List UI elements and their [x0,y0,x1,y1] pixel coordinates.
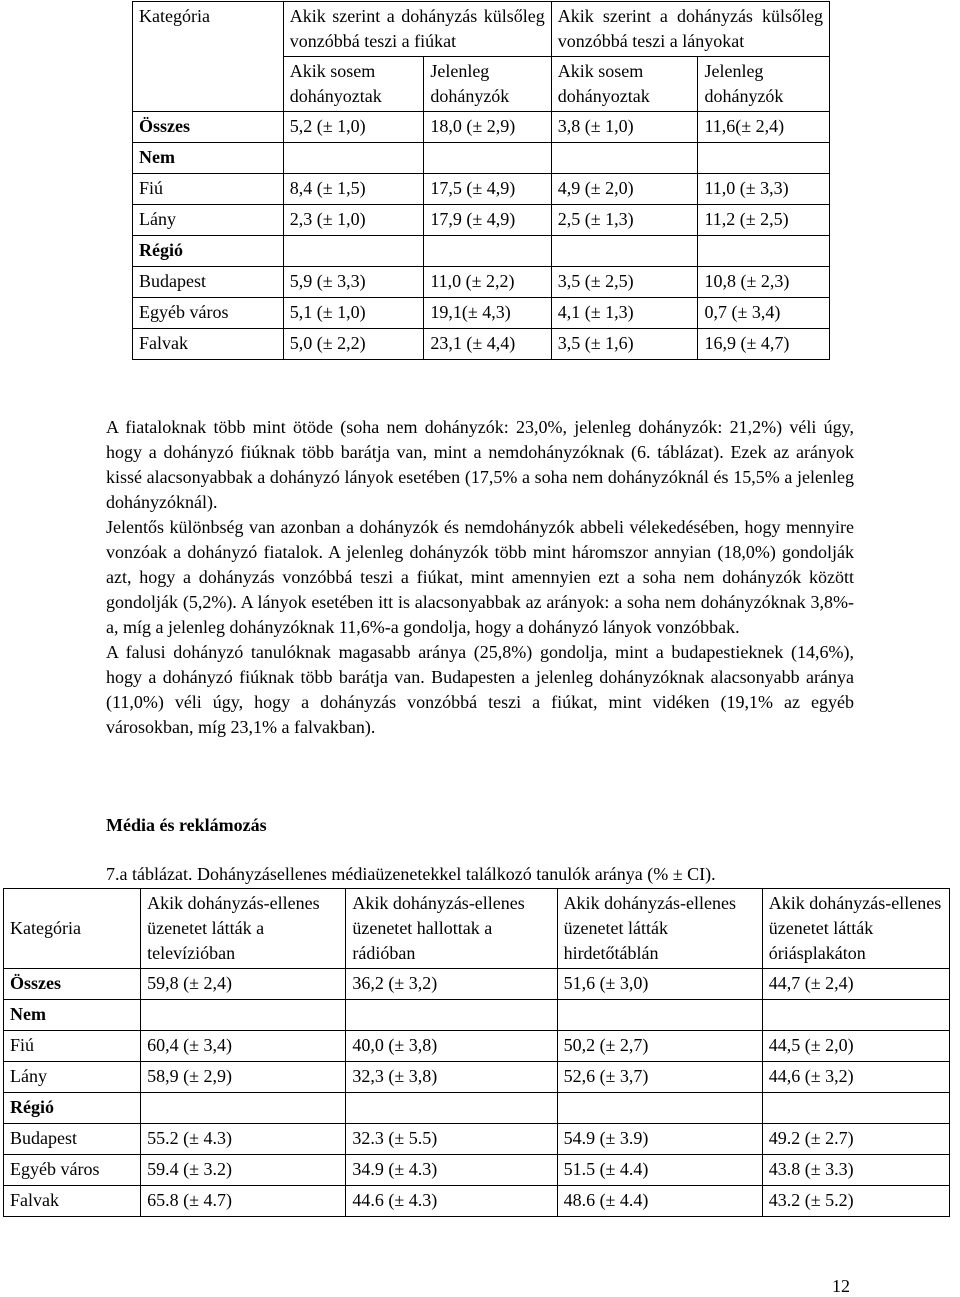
body-text [106,415,854,740]
row-label: Fiú [4,1031,141,1062]
attractiveness-table [132,1,830,360]
table-cell [762,1093,949,1124]
subheader-never-girls: Akik sosem dohányoztak [551,57,698,112]
row-label: Nem [4,1000,141,1031]
table-cell: 43.8 (± 3.3) [762,1155,949,1186]
table-cell: 4,1 (± 1,3) [551,298,698,329]
page-number: 12 [832,1276,850,1296]
header-billboard: Akik dohányzás-ellenes üzenetet látták hirdetőtáblán [557,889,762,969]
table-cell: 3,5 (± 2,5) [551,267,698,298]
table-cell: 11,6(± 2,4) [698,112,830,143]
row-label: Összes [133,112,284,143]
table-cell: 49.2 (± 2.7) [762,1124,949,1155]
subheader-current-boys: Jelenleg dohányzók [424,57,551,112]
table-cell: 58,9 (± 2,9) [141,1062,346,1093]
table-cell: 23,1 (± 4,4) [424,329,551,360]
row-label: Régió [133,236,284,267]
header-category: Kategória [4,889,141,969]
table-row [4,1124,950,1155]
table-row [4,1186,950,1217]
subheader-never-boys: Akik sosem dohányoztak [283,57,424,112]
table-cell: 5,2 (± 1,0) [283,112,424,143]
table-row [133,267,830,298]
subheader-current-girls: Jelenleg dohányzók [698,57,830,112]
table-row [4,1093,950,1124]
table-cell: 59,8 (± 2,4) [141,969,346,1000]
table-cell [424,236,551,267]
table-cell: 44,5 (± 2,0) [762,1031,949,1062]
table-cell: 4,9 (± 2,0) [551,174,698,205]
table-cell [698,143,830,174]
table-cell: 51,6 (± 3,0) [557,969,762,1000]
row-label: Falvak [4,1186,141,1217]
table-cell [283,236,424,267]
header-category: Kategória [133,2,284,112]
header-radio: Akik dohányzás-ellenes üzenetet hallottak a rádióban [346,889,557,969]
table-cell: 44.6 (± 4.3) [346,1186,557,1217]
table-cell: 44,7 (± 2,4) [762,969,949,1000]
header-boys: Akik szerint a dohányzás külsőleg vonzóbbá teszi a fiúkat [283,2,551,57]
header-girls: Akik szerint a dohányzás külsőleg vonzóbbá teszi a lányokat [551,2,829,57]
header-poster: Akik dohányzás-ellenes üzenetet látták óriásplakáton [762,889,949,969]
table-cell: 48.6 (± 4.4) [557,1186,762,1217]
header-television: Akik dohányzás-ellenes üzenetet látták a televízióban [141,889,346,969]
table-cell: 17,9 (± 4,9) [424,205,551,236]
table-cell: 0,7 (± 3,4) [698,298,830,329]
table-cell: 40,0 (± 3,8) [346,1031,557,1062]
table-cell: 18,0 (± 2,9) [424,112,551,143]
table-cell: 43.2 (± 5.2) [762,1186,949,1217]
table-row [4,1062,950,1093]
table-cell [346,1000,557,1031]
table-row [133,329,830,360]
table-cell: 11,2 (± 2,5) [698,205,830,236]
table-cell: 44,6 (± 3,2) [762,1062,949,1093]
table-cell: 19,1(± 4,3) [424,298,551,329]
table-caption: 7.a táblázat. Dohányzásellenes médiaüzenetekkel találkozó tanulók aránya (% ± CI). [106,864,716,884]
table-cell: 16,9 (± 4,7) [698,329,830,360]
table-row [133,143,830,174]
table-row [133,112,830,143]
row-label: Budapest [4,1124,141,1155]
table-cell: 32.3 (± 5.5) [346,1124,557,1155]
row-label: Fiú [133,174,284,205]
table-cell [557,1000,762,1031]
table-row [133,205,830,236]
table-cell: 11,0 (± 2,2) [424,267,551,298]
table-cell: 32,3 (± 3,8) [346,1062,557,1093]
table-cell: 8,4 (± 1,5) [283,174,424,205]
table-cell: 60,4 (± 3,4) [141,1031,346,1062]
table-cell: 3,8 (± 1,0) [551,112,698,143]
table-cell: 17,5 (± 4,9) [424,174,551,205]
table-cell: 2,3 (± 1,0) [283,205,424,236]
table-row [4,1031,950,1062]
row-label: Összes [4,969,141,1000]
table-cell: 5,9 (± 3,3) [283,267,424,298]
table-row [4,1155,950,1186]
table-cell: 5,1 (± 1,0) [283,298,424,329]
table-row [133,174,830,205]
table-cell: 11,0 (± 3,3) [698,174,830,205]
table-cell [698,236,830,267]
table-cell: 50,2 (± 2,7) [557,1031,762,1062]
row-label: Nem [133,143,284,174]
table-cell: 36,2 (± 3,2) [346,969,557,1000]
table-cell [551,143,698,174]
table-row [4,1000,950,1031]
table-cell: 65.8 (± 4.7) [141,1186,346,1217]
row-label: Egyéb város [4,1155,141,1186]
paragraph-3: A falusi dohányzó tanulóknak magasabb aránya (25,8%) gondolja, mint a budapestieknek (14,6%), hogy a dohányzó fiúknak több barátja van. Budapesten a jelenleg dohányzóknak alacsonyabb aránya (11,0%) véli úgy, hogy a dohányzás vonzóbbá teszi a fiúkat, mint vidéken (19,1% az egyéb városokban, míg 23,1% a falvakban). [106,642,854,737]
table-cell: 52,6 (± 3,7) [557,1062,762,1093]
row-label: Lány [4,1062,141,1093]
table-cell [141,1000,346,1031]
table-cell [762,1000,949,1031]
media-messages-table [3,888,950,1217]
row-label: Régió [4,1093,141,1124]
table-row [133,236,830,267]
table-row [133,298,830,329]
table-cell [346,1093,557,1124]
table-cell: 10,8 (± 2,3) [698,267,830,298]
table-cell [141,1093,346,1124]
row-label: Falvak [133,329,284,360]
row-label: Budapest [133,267,284,298]
row-label: Egyéb város [133,298,284,329]
table-cell [557,1093,762,1124]
table-cell: 3,5 (± 1,6) [551,329,698,360]
paragraph-2: Jelentős különbség van azonban a dohányzók és nemdohányzók abbeli vélekedésében, hogy mennyire vonzóak a dohányzó fiatalok. A jelenleg dohányzók több mint háromszor annyian (18,0%) gondolják azt, hogy a dohányzás vonzóbbá teszi a fiúkat, mint amennyien ezt a soha nem dohányzók között gondolják (5,2%). A lányok esetében itt is alacsonyabbak az arányok: a soha nem dohányzóknak 3,8%-a, míg a jelenleg dohányzóknak 11,6%-a gondolja, hogy a dohányzó lányok vonzóbbak. [106,517,854,637]
table-cell: 34.9 (± 4.3) [346,1155,557,1186]
table-cell: 54.9 (± 3.9) [557,1124,762,1155]
table-cell: 59.4 (± 3.2) [141,1155,346,1186]
table-row [4,969,950,1000]
table-cell: 55.2 (± 4.3) [141,1124,346,1155]
row-label: Lány [133,205,284,236]
table-cell: 5,0 (± 2,2) [283,329,424,360]
table-cell [424,143,551,174]
section-title: Média és reklámozás [106,815,267,835]
table-cell [283,143,424,174]
table-cell [551,236,698,267]
paragraph-1: A fiataloknak több mint ötöde (soha nem dohányzók: 23,0%, jelenleg dohányzók: 21,2%) véli úgy, hogy a dohányzó fiúknak több barátja van, mint a nemdohányzóknak (6. táblázat). Ezek az arányok kissé alacsonyabbak a dohányzó lányok esetében (17,5% a soha nem dohányzóknál és 15,5% a jelenleg dohányzóknál). [106,417,854,512]
table-cell: 2,5 (± 1,3) [551,205,698,236]
table-cell: 51.5 (± 4.4) [557,1155,762,1186]
